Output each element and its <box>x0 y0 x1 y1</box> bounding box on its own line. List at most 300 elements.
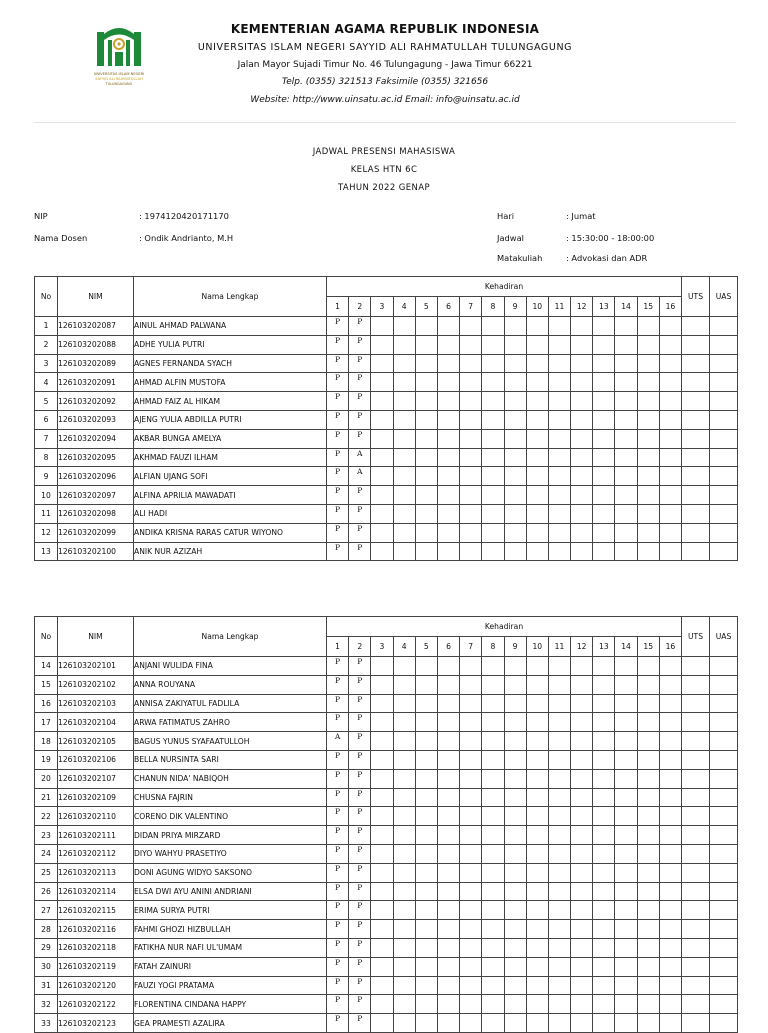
cell-session-12 <box>571 542 593 561</box>
cell-session-9 <box>504 844 526 863</box>
cell-session-10 <box>526 750 548 769</box>
table-row <box>35 354 738 373</box>
cell-session-7 <box>460 657 482 676</box>
cell-session-2: A <box>349 467 371 486</box>
matakuliah-value: : Advokasi dan ADR <box>566 253 648 263</box>
cell-session-8 <box>482 713 504 732</box>
cell-session-16 <box>659 844 681 863</box>
cell-session-8 <box>482 788 504 807</box>
cell-session-11 <box>548 938 570 957</box>
cell-session-2: P <box>349 976 371 995</box>
svg-text:TULUNGAGUNG: TULUNGAGUNG <box>105 82 133 86</box>
cell-session-1: P <box>327 807 349 826</box>
cell-no: 8 <box>35 448 58 467</box>
cell-session-11 <box>548 976 570 995</box>
cell-session-13 <box>593 317 615 336</box>
cell-no: 13 <box>35 542 58 561</box>
cell-session-3 <box>371 976 393 995</box>
cell-session-14 <box>615 750 637 769</box>
cell-session-4 <box>393 317 415 336</box>
cell-session-12 <box>571 523 593 542</box>
cell-uas <box>710 335 738 354</box>
cell-session-15 <box>637 486 659 505</box>
cell-uts <box>682 542 710 561</box>
cell-session-10 <box>526 957 548 976</box>
cell-session-12 <box>571 675 593 694</box>
cell-session-15 <box>637 713 659 732</box>
cell-session-9 <box>504 1014 526 1033</box>
cell-session-16 <box>659 788 681 807</box>
cell-session-15 <box>637 788 659 807</box>
cell-session-8 <box>482 523 504 542</box>
cell-session-1: P <box>327 920 349 939</box>
cell-uts <box>682 882 710 901</box>
cell-session-6 <box>437 901 459 920</box>
cell-session-6 <box>437 392 459 411</box>
cell-session-5 <box>415 354 437 373</box>
table-row <box>35 732 738 751</box>
cell-session-4 <box>393 882 415 901</box>
cell-session-5 <box>415 1014 437 1033</box>
cell-uas <box>710 448 738 467</box>
cell-session-9 <box>504 732 526 751</box>
cell-session-11 <box>548 657 570 676</box>
cell-session-3 <box>371 938 393 957</box>
cell-session-10 <box>526 732 548 751</box>
cell-session-8 <box>482 995 504 1014</box>
cell-nim: 126103202096 <box>58 467 134 486</box>
cell-session-5 <box>415 335 437 354</box>
cell-uas <box>710 713 738 732</box>
cell-session-8 <box>482 448 504 467</box>
cell-nama: FAHMI GHOZI HIZBULLAH <box>134 920 327 939</box>
cell-session-16 <box>659 1014 681 1033</box>
header-session: 5 <box>415 297 437 317</box>
cell-session-11 <box>548 523 570 542</box>
cell-session-5 <box>415 317 437 336</box>
cell-session-4 <box>393 901 415 920</box>
cell-session-4 <box>393 826 415 845</box>
cell-session-4 <box>393 486 415 505</box>
cell-session-1: P <box>327 410 349 429</box>
header-uas: UAS <box>710 277 738 317</box>
cell-session-13 <box>593 675 615 694</box>
cell-uas <box>710 976 738 995</box>
cell-session-9 <box>504 504 526 523</box>
cell-session-16 <box>659 938 681 957</box>
cell-session-10 <box>526 504 548 523</box>
cell-nim: 126103202123 <box>58 1014 134 1033</box>
cell-session-10 <box>526 882 548 901</box>
cell-session-15 <box>637 957 659 976</box>
cell-session-11 <box>548 335 570 354</box>
cell-session-16 <box>659 542 681 561</box>
cell-session-7 <box>460 1014 482 1033</box>
cell-session-12 <box>571 750 593 769</box>
cell-session-16 <box>659 317 681 336</box>
cell-session-1: P <box>327 373 349 392</box>
cell-session-1: P <box>327 750 349 769</box>
header-uas: UAS <box>710 617 738 657</box>
cell-session-10 <box>526 467 548 486</box>
cell-session-10 <box>526 769 548 788</box>
cell-session-8 <box>482 429 504 448</box>
cell-session-7 <box>460 467 482 486</box>
cell-session-16 <box>659 410 681 429</box>
cell-session-7 <box>460 335 482 354</box>
cell-session-6 <box>437 657 459 676</box>
cell-uts <box>682 486 710 505</box>
table-row <box>35 920 738 939</box>
cell-session-3 <box>371 392 393 411</box>
cell-session-9 <box>504 542 526 561</box>
cell-session-4 <box>393 467 415 486</box>
cell-session-16 <box>659 523 681 542</box>
cell-session-14 <box>615 901 637 920</box>
cell-nama: ALFINA APRILIA MAWADATI <box>134 486 327 505</box>
header-no: No <box>35 277 58 317</box>
cell-session-7 <box>460 732 482 751</box>
cell-session-1: P <box>327 694 349 713</box>
cell-session-13 <box>593 788 615 807</box>
cell-session-1: P <box>327 995 349 1014</box>
cell-nim: 126103202091 <box>58 373 134 392</box>
cell-session-6 <box>437 750 459 769</box>
cell-session-6 <box>437 938 459 957</box>
cell-session-6 <box>437 807 459 826</box>
table-row <box>35 410 738 429</box>
cell-nim: 126103202111 <box>58 826 134 845</box>
cell-session-4 <box>393 844 415 863</box>
cell-session-7 <box>460 901 482 920</box>
cell-session-15 <box>637 675 659 694</box>
cell-session-15 <box>637 448 659 467</box>
cell-session-11 <box>548 995 570 1014</box>
cell-session-5 <box>415 542 437 561</box>
cell-uas <box>710 826 738 845</box>
cell-session-11 <box>548 863 570 882</box>
cell-session-2: P <box>349 373 371 392</box>
cell-session-6 <box>437 694 459 713</box>
cell-session-15 <box>637 317 659 336</box>
cell-session-3 <box>371 995 393 1014</box>
cell-session-5 <box>415 750 437 769</box>
cell-session-16 <box>659 995 681 1014</box>
cell-session-1: P <box>327 504 349 523</box>
cell-session-9 <box>504 486 526 505</box>
cell-session-10 <box>526 826 548 845</box>
cell-session-4 <box>393 373 415 392</box>
cell-session-11 <box>548 467 570 486</box>
cell-session-2: P <box>349 317 371 336</box>
cell-session-7 <box>460 769 482 788</box>
cell-session-15 <box>637 732 659 751</box>
cell-session-1: P <box>327 1014 349 1033</box>
cell-no: 12 <box>35 523 58 542</box>
cell-session-16 <box>659 675 681 694</box>
cell-session-1: P <box>327 448 349 467</box>
dosen-value: : Ondik Andrianto, M.H <box>139 233 234 243</box>
cell-uts <box>682 995 710 1014</box>
cell-session-8 <box>482 976 504 995</box>
cell-session-9 <box>504 448 526 467</box>
table-row <box>35 863 738 882</box>
cell-session-15 <box>637 750 659 769</box>
cell-session-14 <box>615 694 637 713</box>
cell-uts <box>682 920 710 939</box>
cell-nama: ANNISA ZAKIYATUL FADLILA <box>134 694 327 713</box>
cell-session-2: P <box>349 938 371 957</box>
website-email: Website: http://www.uinsatu.ac.id Email: info@uinsatu.ac.id <box>250 95 520 105</box>
cell-session-14 <box>615 807 637 826</box>
cell-session-12 <box>571 335 593 354</box>
cell-session-8 <box>482 901 504 920</box>
cell-session-5 <box>415 504 437 523</box>
cell-session-11 <box>548 882 570 901</box>
cell-session-6 <box>437 920 459 939</box>
cell-session-6 <box>437 504 459 523</box>
cell-session-14 <box>615 392 637 411</box>
table-row <box>35 694 738 713</box>
cell-session-4 <box>393 938 415 957</box>
cell-session-16 <box>659 826 681 845</box>
header-session: 9 <box>504 297 526 317</box>
cell-session-13 <box>593 373 615 392</box>
cell-session-13 <box>593 713 615 732</box>
cell-no: 15 <box>35 675 58 694</box>
header-session: 9 <box>504 637 526 657</box>
table-row <box>35 467 738 486</box>
cell-session-14 <box>615 354 637 373</box>
cell-session-12 <box>571 938 593 957</box>
cell-session-7 <box>460 920 482 939</box>
cell-uas <box>710 957 738 976</box>
cell-session-1: P <box>327 788 349 807</box>
cell-session-10 <box>526 354 548 373</box>
cell-nama: ARWA FATIMATUS ZAHRO <box>134 713 327 732</box>
cell-session-4 <box>393 750 415 769</box>
cell-uas <box>710 504 738 523</box>
cell-session-1: P <box>327 769 349 788</box>
cell-session-7 <box>460 713 482 732</box>
table-row <box>35 448 738 467</box>
header-session: 15 <box>637 297 659 317</box>
jadwal-label: Jadwal <box>497 233 524 243</box>
cell-uas <box>710 675 738 694</box>
cell-session-1: A <box>327 732 349 751</box>
cell-session-1: P <box>327 713 349 732</box>
cell-session-15 <box>637 863 659 882</box>
cell-session-8 <box>482 938 504 957</box>
dosen-label: Nama Dosen <box>34 233 88 243</box>
cell-session-13 <box>593 750 615 769</box>
table-row <box>35 901 738 920</box>
cell-session-12 <box>571 976 593 995</box>
cell-nama: ELSA DWI AYU ANINI ANDRIANI <box>134 882 327 901</box>
cell-session-7 <box>460 788 482 807</box>
cell-nim: 126103202105 <box>58 732 134 751</box>
table-row <box>35 844 738 863</box>
cell-session-10 <box>526 373 548 392</box>
cell-uas <box>710 657 738 676</box>
cell-session-13 <box>593 901 615 920</box>
cell-session-3 <box>371 844 393 863</box>
cell-session-16 <box>659 732 681 751</box>
cell-session-14 <box>615 732 637 751</box>
cell-uas <box>710 901 738 920</box>
cell-session-2: P <box>349 713 371 732</box>
cell-session-16 <box>659 354 681 373</box>
cell-session-13 <box>593 995 615 1014</box>
cell-uts <box>682 448 710 467</box>
table-row <box>35 675 738 694</box>
cell-session-4 <box>393 732 415 751</box>
cell-uas <box>710 769 738 788</box>
cell-session-5 <box>415 901 437 920</box>
cell-session-9 <box>504 694 526 713</box>
cell-session-5 <box>415 410 437 429</box>
cell-nama: AKBAR BUNGA AMELYA <box>134 429 327 448</box>
doc-title-line2: KELAS HTN 6C <box>350 165 418 175</box>
cell-session-14 <box>615 675 637 694</box>
cell-session-11 <box>548 901 570 920</box>
cell-session-15 <box>637 1014 659 1033</box>
cell-session-2: P <box>349 657 371 676</box>
cell-session-8 <box>482 1014 504 1033</box>
header-session: 11 <box>548 637 570 657</box>
cell-nama: AINUL AHMAD PALWANA <box>134 317 327 336</box>
cell-session-8 <box>482 694 504 713</box>
cell-session-9 <box>504 957 526 976</box>
cell-session-6 <box>437 486 459 505</box>
cell-session-3 <box>371 429 393 448</box>
cell-session-3 <box>371 504 393 523</box>
cell-session-10 <box>526 863 548 882</box>
cell-uts <box>682 844 710 863</box>
cell-session-13 <box>593 920 615 939</box>
cell-session-2: P <box>349 392 371 411</box>
cell-session-8 <box>482 467 504 486</box>
cell-uts <box>682 694 710 713</box>
cell-nim: 126103202109 <box>58 788 134 807</box>
cell-session-9 <box>504 392 526 411</box>
cell-session-11 <box>548 920 570 939</box>
cell-uts <box>682 467 710 486</box>
header-session: 12 <box>571 637 593 657</box>
cell-session-15 <box>637 335 659 354</box>
university-logo <box>80 22 158 92</box>
cell-session-3 <box>371 448 393 467</box>
cell-session-16 <box>659 335 681 354</box>
cell-session-4 <box>393 504 415 523</box>
cell-session-8 <box>482 826 504 845</box>
cell-session-14 <box>615 938 637 957</box>
cell-session-16 <box>659 957 681 976</box>
cell-no: 7 <box>35 429 58 448</box>
cell-session-4 <box>393 675 415 694</box>
cell-session-3 <box>371 354 393 373</box>
cell-session-1: P <box>327 392 349 411</box>
header-session: 7 <box>460 637 482 657</box>
cell-session-1: P <box>327 467 349 486</box>
cell-session-16 <box>659 769 681 788</box>
cell-no: 21 <box>35 788 58 807</box>
cell-uts <box>682 938 710 957</box>
cell-session-2: P <box>349 732 371 751</box>
cell-session-2: P <box>349 1014 371 1033</box>
cell-nama: AHMAD ALFIN MUSTOFA <box>134 373 327 392</box>
table-row <box>35 504 738 523</box>
cell-no: 11 <box>35 504 58 523</box>
cell-session-7 <box>460 976 482 995</box>
cell-session-3 <box>371 901 393 920</box>
cell-session-5 <box>415 523 437 542</box>
cell-no: 2 <box>35 335 58 354</box>
header-session: 1 <box>327 637 349 657</box>
cell-no: 23 <box>35 826 58 845</box>
cell-session-14 <box>615 844 637 863</box>
cell-session-2: P <box>349 675 371 694</box>
cell-nama: FATAH ZAINURI <box>134 957 327 976</box>
cell-session-1: P <box>327 826 349 845</box>
cell-session-12 <box>571 901 593 920</box>
cell-session-12 <box>571 769 593 788</box>
cell-nama: ANJANI WULIDA FINA <box>134 657 327 676</box>
header-session: 8 <box>482 637 504 657</box>
cell-session-5 <box>415 976 437 995</box>
cell-session-7 <box>460 675 482 694</box>
cell-session-7 <box>460 694 482 713</box>
cell-uts <box>682 429 710 448</box>
header-session: 15 <box>637 637 659 657</box>
cell-nama: ALI HADI <box>134 504 327 523</box>
cell-session-9 <box>504 354 526 373</box>
cell-session-3 <box>371 920 393 939</box>
cell-nim: 126103202093 <box>58 410 134 429</box>
cell-session-12 <box>571 373 593 392</box>
cell-nim: 126103202102 <box>58 675 134 694</box>
cell-session-9 <box>504 467 526 486</box>
cell-session-9 <box>504 788 526 807</box>
cell-session-3 <box>371 1014 393 1033</box>
cell-session-6 <box>437 373 459 392</box>
cell-session-2: P <box>349 523 371 542</box>
cell-session-16 <box>659 486 681 505</box>
cell-uts <box>682 901 710 920</box>
cell-session-7 <box>460 429 482 448</box>
header-session: 16 <box>659 637 681 657</box>
cell-session-1: P <box>327 542 349 561</box>
cell-session-10 <box>526 920 548 939</box>
cell-uts <box>682 750 710 769</box>
cell-session-15 <box>637 995 659 1014</box>
cell-session-9 <box>504 373 526 392</box>
cell-uas <box>710 429 738 448</box>
cell-session-16 <box>659 448 681 467</box>
cell-session-3 <box>371 788 393 807</box>
header-kehadiran: Kehadiran <box>327 277 682 297</box>
cell-session-16 <box>659 901 681 920</box>
cell-session-5 <box>415 788 437 807</box>
header-session: 6 <box>437 637 459 657</box>
cell-session-12 <box>571 486 593 505</box>
cell-session-1: P <box>327 486 349 505</box>
cell-session-14 <box>615 467 637 486</box>
cell-session-9 <box>504 410 526 429</box>
cell-session-4 <box>393 448 415 467</box>
cell-session-14 <box>615 373 637 392</box>
cell-session-11 <box>548 713 570 732</box>
